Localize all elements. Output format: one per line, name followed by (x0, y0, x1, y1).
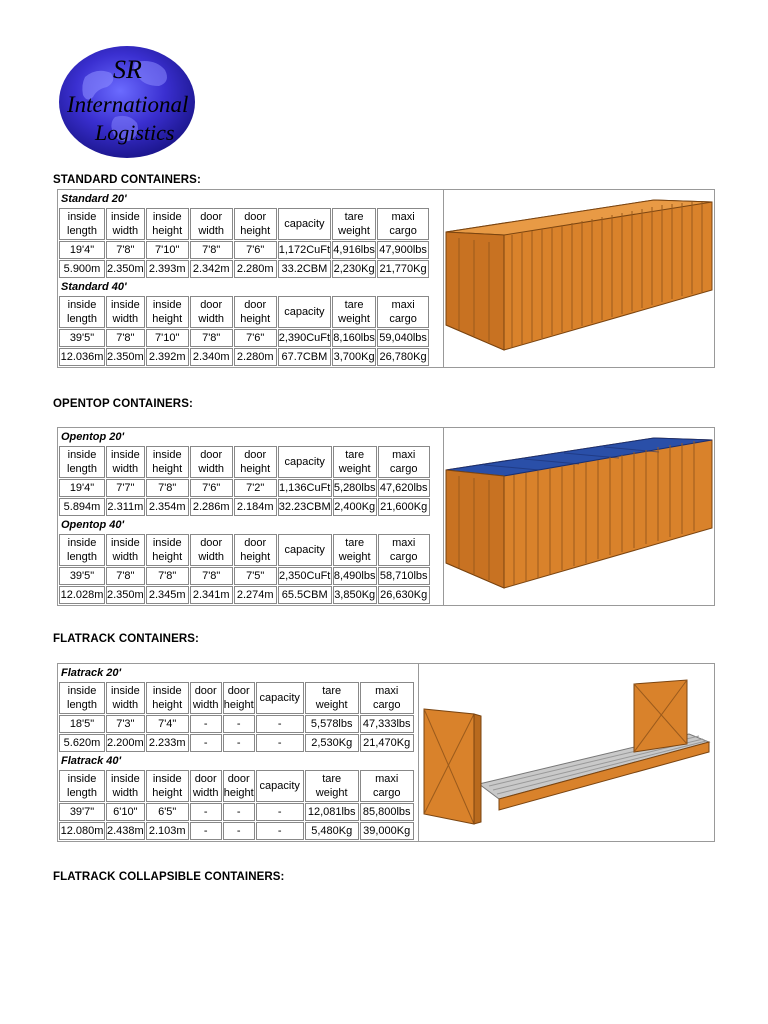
table-cell: 2.345m (146, 586, 189, 604)
table-cell: 4,916lbs (332, 241, 376, 259)
table-cell: 2.350m (106, 348, 145, 366)
column-header: door width (190, 770, 222, 802)
table-row (59, 586, 430, 604)
table-cell: - (256, 822, 304, 840)
table-cell: 19'4" (59, 241, 105, 259)
table-cell: - (223, 734, 255, 752)
table-cell: 21,600Kg (378, 498, 430, 516)
standard-container-icon (444, 190, 714, 365)
table-row (59, 715, 414, 733)
table-cell: 3,850Kg (333, 586, 377, 604)
opentop-container-image (443, 428, 714, 605)
column-header: door height (234, 296, 277, 328)
column-header: maxi cargo (378, 534, 430, 566)
logo-text-logistics: Logistics (95, 120, 175, 145)
table-cell: 7'8" (190, 567, 233, 585)
table-cell: 67.7CBM (278, 348, 331, 366)
table-cell: 26,780Kg (377, 348, 429, 366)
group-title: Flatrack 40' (61, 755, 122, 767)
table-cell: 6'5" (146, 803, 189, 821)
table-cell: 6'10" (106, 803, 145, 821)
table-cell: 21,770Kg (377, 260, 429, 278)
globe-logo-icon (55, 42, 205, 162)
table-cell: 8,490lbs (333, 567, 377, 585)
table-cell: 2.342m (190, 260, 233, 278)
column-header: door height (234, 534, 277, 566)
column-header: inside width (106, 296, 145, 328)
table-row (59, 348, 429, 366)
column-header: inside width (106, 770, 145, 802)
column-header: door height (234, 446, 277, 478)
column-header: door height (223, 770, 255, 802)
spec-table-2 (58, 664, 415, 841)
column-header: maxi cargo (360, 682, 414, 714)
table-cell: 7'2" (234, 479, 277, 497)
column-header: inside length (59, 682, 105, 714)
table-cell: 2.350m (106, 260, 145, 278)
column-header: door width (190, 296, 233, 328)
table-row (59, 822, 414, 840)
opentop-container-icon (444, 428, 714, 603)
column-header: door width (190, 682, 222, 714)
column-header: inside length (59, 208, 105, 240)
table-cell: 39'7" (59, 803, 105, 821)
column-header: door width (190, 534, 233, 566)
table-cell: 2.184m (234, 498, 277, 516)
table-cell: 5,578lbs (305, 715, 359, 733)
column-header: capacity (278, 208, 331, 240)
table-cell: 2.340m (190, 348, 233, 366)
table-cell: - (223, 822, 255, 840)
table-cell: 7'8" (190, 241, 233, 259)
spec-table-0 (58, 190, 430, 367)
column-header: tare weight (332, 296, 376, 328)
table-cell: 5.894m (59, 498, 105, 516)
table-cell: 3,700Kg (332, 348, 376, 366)
spec-table-1 (58, 428, 431, 605)
column-header: capacity (278, 446, 332, 478)
column-header: door width (190, 446, 233, 478)
table-cell: 2,230Kg (332, 260, 376, 278)
table-cell: 7'5" (234, 567, 277, 585)
table-cell: 7'8" (106, 329, 145, 347)
table-row (59, 260, 429, 278)
flatrack-container-image (418, 664, 714, 841)
table-cell: 2.393m (146, 260, 189, 278)
table-row (59, 567, 430, 585)
table-cell: 7'6" (234, 329, 277, 347)
table-cell: 2.354m (146, 498, 189, 516)
column-header: door width (190, 208, 233, 240)
column-header: tare weight (305, 770, 359, 802)
table-cell: 7'6" (234, 241, 277, 259)
table-cell: 18'5" (59, 715, 105, 733)
table-row (59, 803, 414, 821)
table-cell: 2,400Kg (333, 498, 377, 516)
table-cell: 7'8" (106, 241, 145, 259)
table-cell: 2.200m (106, 734, 145, 752)
table-cell: 58,710lbs (378, 567, 430, 585)
table-cell: 7'3" (106, 715, 145, 733)
standard-container-image (443, 190, 714, 367)
table-cell: 7'8" (190, 329, 233, 347)
table-cell: 7'6" (190, 479, 233, 497)
table-cell: 2,350CuFt (278, 567, 332, 585)
table-cell: 2,390CuFt (278, 329, 331, 347)
table-cell: 2.280m (234, 348, 277, 366)
column-header: tare weight (333, 446, 377, 478)
table-cell: 2.274m (234, 586, 277, 604)
opentop-containers-block (57, 427, 715, 606)
column-header: capacity (256, 770, 304, 802)
column-header: inside height (146, 296, 189, 328)
table-cell: 2.341m (190, 586, 233, 604)
flatrack-containers-block (57, 663, 715, 842)
logo-text-sr: SR (113, 55, 142, 84)
column-header: inside height (146, 446, 189, 478)
table-cell: 39'5" (59, 329, 105, 347)
column-header: inside width (106, 682, 145, 714)
column-header: inside width (106, 534, 145, 566)
table-cell: 65.5CBM (278, 586, 332, 604)
table-cell: 7'7" (106, 479, 145, 497)
group-title: Standard 20' (61, 193, 127, 205)
table-cell: - (190, 715, 222, 733)
flatrack-spec-table (58, 664, 415, 841)
table-cell: 47,900lbs (377, 241, 429, 259)
table-cell: 12.028m (59, 586, 105, 604)
table-cell: 12.036m (59, 348, 105, 366)
table-cell: 7'4" (146, 715, 189, 733)
group-title: Opentop 20' (61, 431, 125, 443)
section-title-flatrack: FLATRACK CONTAINERS: (53, 633, 199, 645)
table-row (59, 498, 430, 516)
table-cell: 2.350m (106, 586, 145, 604)
opentop-spec-table (58, 428, 431, 605)
logo-text-international: International (67, 92, 189, 117)
table-cell: 7'8" (146, 567, 189, 585)
column-header: inside height (146, 208, 189, 240)
column-header: inside width (106, 446, 145, 478)
table-cell: - (223, 715, 255, 733)
column-header: tare weight (333, 534, 377, 566)
table-cell: 2.311m (106, 498, 145, 516)
table-cell: 12,081lbs (305, 803, 359, 821)
table-row (59, 329, 429, 347)
column-header: tare weight (332, 208, 376, 240)
column-header: inside height (146, 534, 189, 566)
table-cell: - (223, 803, 255, 821)
table-cell: - (190, 803, 222, 821)
table-cell: 47,620lbs (378, 479, 430, 497)
table-cell: - (256, 803, 304, 821)
table-cell: 7'8" (106, 567, 145, 585)
standard-containers-block (57, 189, 715, 368)
table-cell: 8,160lbs (332, 329, 376, 347)
standard-spec-table (58, 190, 430, 367)
column-header: capacity (278, 534, 332, 566)
group-title: Standard 40' (61, 281, 127, 293)
column-header: capacity (278, 296, 331, 328)
column-header: maxi cargo (360, 770, 414, 802)
section-title-standard: STANDARD CONTAINERS: (53, 174, 201, 186)
table-cell: 33.2CBM (278, 260, 331, 278)
table-cell: 7'10" (146, 329, 189, 347)
table-cell: - (190, 734, 222, 752)
table-cell: 2.280m (234, 260, 277, 278)
section-title-flatrack-collapsible: FLATRACK COLLAPSIBLE CONTAINERS: (53, 871, 285, 883)
table-cell: 2,530Kg (305, 734, 359, 752)
group-title: Opentop 40' (61, 519, 125, 531)
table-cell: 39'5" (59, 567, 105, 585)
table-cell: 59,040lbs (377, 329, 429, 347)
table-cell: 5,280lbs (333, 479, 377, 497)
table-cell: 21,470Kg (360, 734, 414, 752)
table-cell: 5.900m (59, 260, 105, 278)
column-header: capacity (256, 682, 304, 714)
group-title: Flatrack 20' (61, 667, 122, 679)
table-cell: 1,136CuFt (278, 479, 332, 497)
table-cell: 7'10" (146, 241, 189, 259)
table-row (59, 734, 414, 752)
table-cell: 85,800lbs (360, 803, 414, 821)
column-header: maxi cargo (378, 446, 430, 478)
column-header: inside length (59, 446, 105, 478)
column-header: inside length (59, 296, 105, 328)
table-cell: 26,630Kg (378, 586, 430, 604)
table-row (59, 479, 430, 497)
section-title-opentop: OPENTOP CONTAINERS: (53, 398, 193, 410)
flatrack-container-icon (419, 664, 714, 839)
table-cell: 39,000Kg (360, 822, 414, 840)
table-cell: - (190, 822, 222, 840)
column-header: door height (223, 682, 255, 714)
table-cell: 19'4" (59, 479, 105, 497)
column-header: door height (234, 208, 277, 240)
table-cell: 2.286m (190, 498, 233, 516)
table-cell: 2.392m (146, 348, 189, 366)
table-cell: 5.620m (59, 734, 105, 752)
table-cell: 2.103m (146, 822, 189, 840)
column-header: inside length (59, 534, 105, 566)
column-header: tare weight (305, 682, 359, 714)
table-cell: 7'8" (146, 479, 189, 497)
column-header: inside width (106, 208, 145, 240)
column-header: inside height (146, 682, 189, 714)
column-header: maxi cargo (377, 296, 429, 328)
table-row (59, 241, 429, 259)
table-cell: 2.233m (146, 734, 189, 752)
table-cell: 32.23CBM (278, 498, 332, 516)
table-cell: 47,333lbs (360, 715, 414, 733)
table-cell: 5,480Kg (305, 822, 359, 840)
table-cell: 2.438m (106, 822, 145, 840)
table-cell: 1,172CuFt (278, 241, 331, 259)
table-cell: - (256, 715, 304, 733)
column-header: inside height (146, 770, 189, 802)
column-header: inside length (59, 770, 105, 802)
table-cell: - (256, 734, 304, 752)
company-logo (55, 42, 205, 162)
column-header: maxi cargo (377, 208, 429, 240)
table-cell: 12.080m (59, 822, 105, 840)
